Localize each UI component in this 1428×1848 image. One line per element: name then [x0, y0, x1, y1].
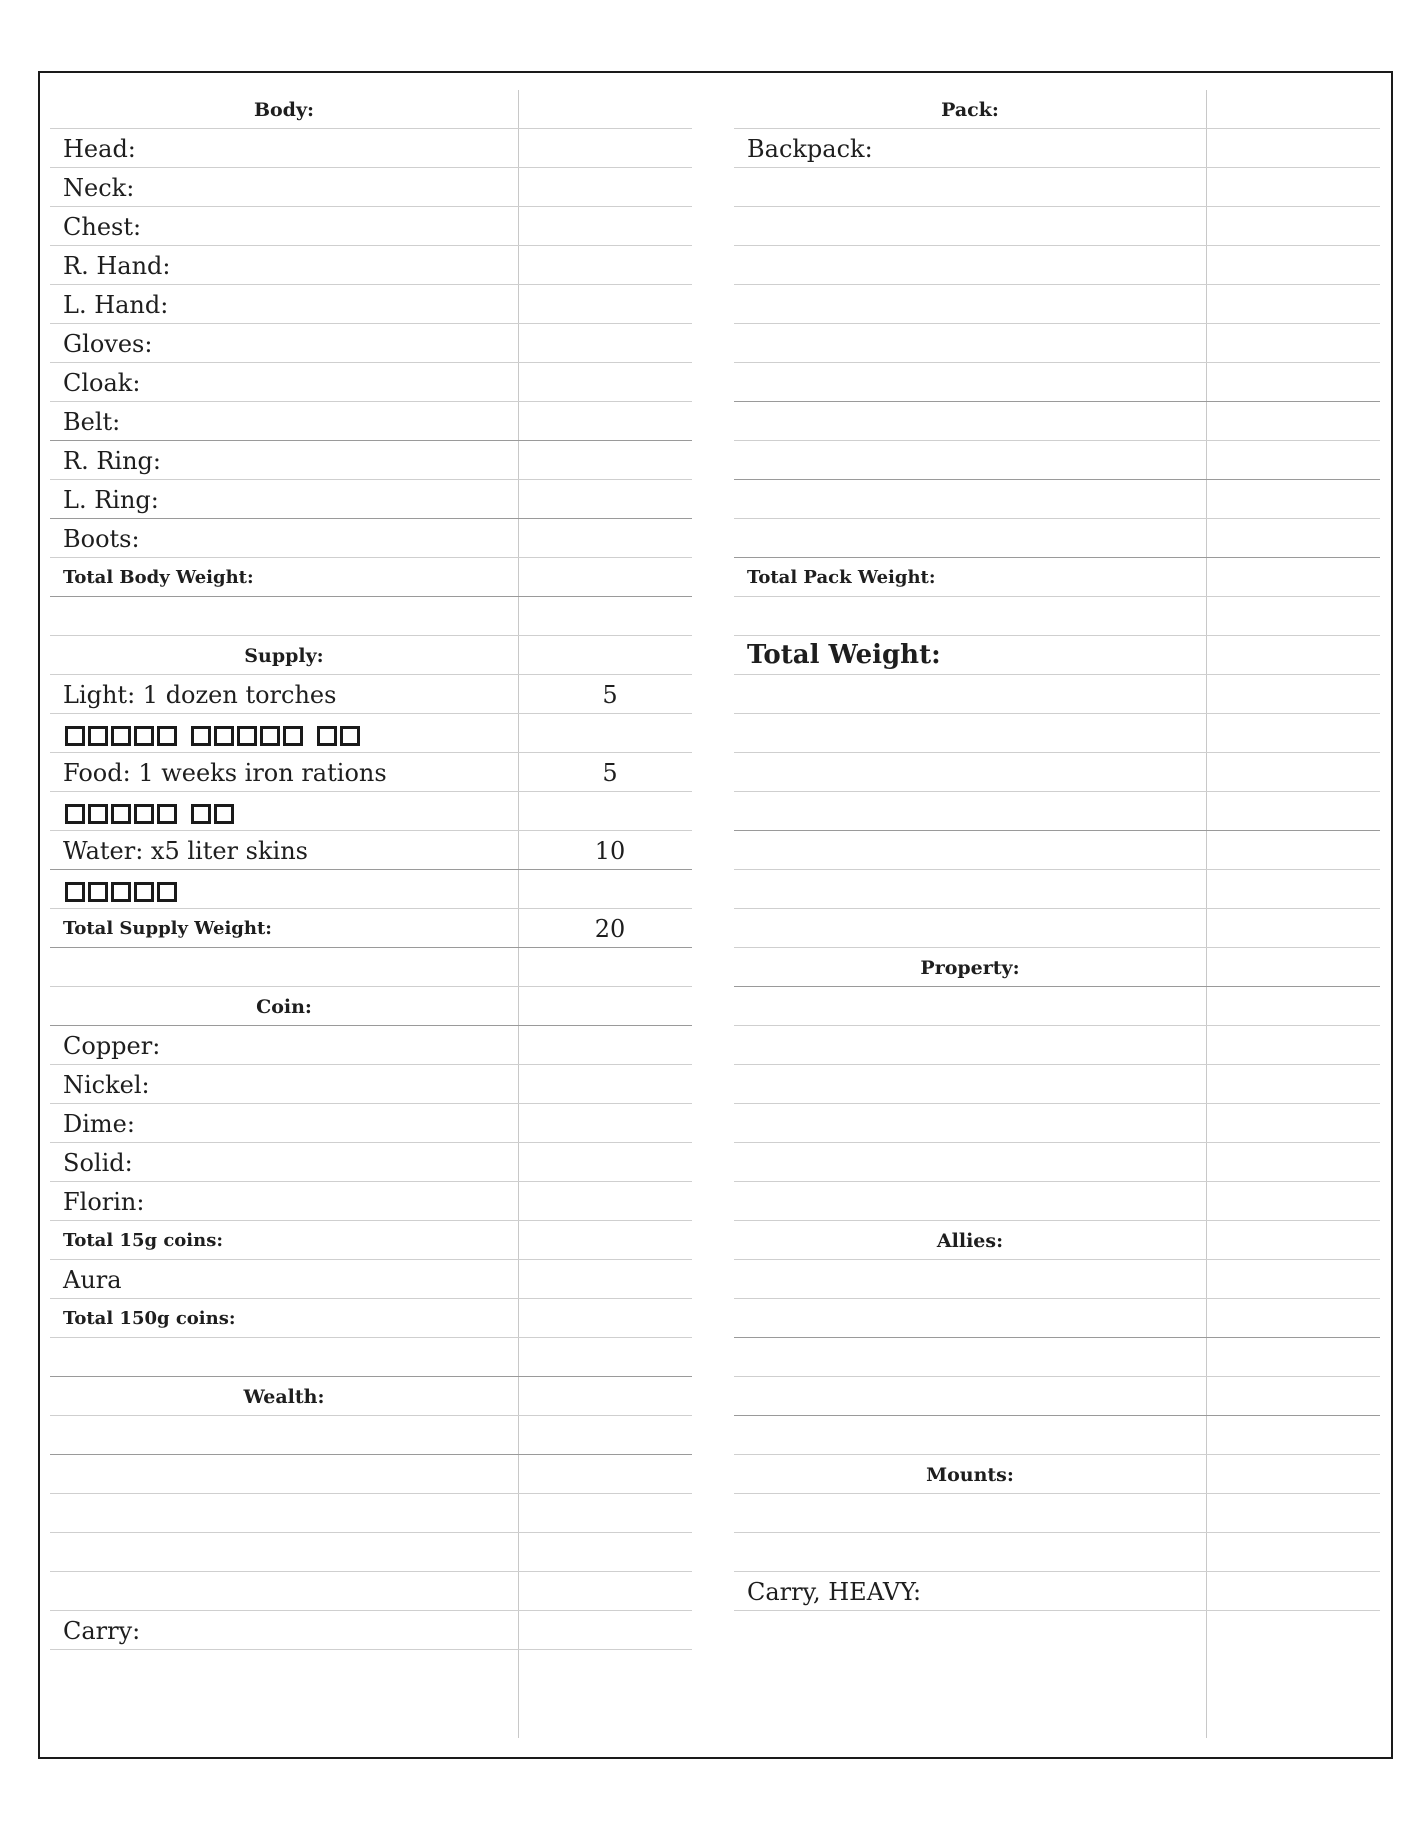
waterskin-checkbox[interactable]	[157, 882, 177, 902]
supply-water-label: Water: x5 liter skins	[63, 837, 308, 865]
supply-food-weight: 5	[602, 759, 618, 787]
wealth-header-row	[50, 1377, 692, 1416]
pack-row[interactable]	[734, 129, 1380, 168]
torch-checkbox[interactable]	[111, 726, 131, 746]
body-slot-row[interactable]	[50, 207, 692, 246]
backpack-label: Backpack:	[747, 135, 873, 163]
ration-checkbox[interactable]	[157, 804, 177, 824]
slot-boots-label: Boots:	[63, 525, 140, 553]
carry-heavy-row[interactable]	[734, 1572, 1380, 1611]
allies-row[interactable]	[734, 1299, 1380, 1338]
pack-row[interactable]	[734, 285, 1380, 324]
blank-row[interactable]	[734, 831, 1380, 870]
left-column	[50, 90, 692, 1650]
coin-row[interactable]	[50, 1260, 692, 1299]
blank-row[interactable]	[734, 792, 1380, 831]
pack-row[interactable]	[734, 480, 1380, 519]
supply-total-value: 20	[594, 915, 626, 943]
mounts-row[interactable]	[734, 1533, 1380, 1572]
ration-checkbox[interactable]	[65, 804, 85, 824]
torch-checkbox[interactable]	[317, 726, 337, 746]
ration-checkbox[interactable]	[191, 804, 211, 824]
coin-aura-label: Aura	[63, 1266, 122, 1294]
body-total-row[interactable]	[50, 558, 692, 597]
pack-row[interactable]	[734, 207, 1380, 246]
coin-row[interactable]	[50, 1182, 692, 1221]
blank-row[interactable]	[50, 597, 692, 636]
allies-row[interactable]	[734, 1377, 1380, 1416]
total-weight-label: Total Weight:	[747, 640, 941, 670]
torch-checkbox[interactable]	[214, 726, 234, 746]
slot-neck-label: Neck:	[63, 174, 135, 202]
pack-row[interactable]	[734, 246, 1380, 285]
coin-total150-row[interactable]	[50, 1299, 692, 1338]
wealth-header: Wealth:	[243, 1386, 325, 1408]
blank-row[interactable]	[734, 909, 1380, 948]
body-slot-row[interactable]	[50, 324, 692, 363]
property-row[interactable]	[734, 1026, 1380, 1065]
blank-row[interactable]	[734, 753, 1380, 792]
pack-header: Pack:	[941, 99, 999, 121]
right-column	[734, 90, 1380, 1611]
blank-row[interactable]	[734, 870, 1380, 909]
coin-total15-label: Total 15g coins:	[63, 1230, 223, 1251]
coin-copper-label: Copper:	[63, 1032, 161, 1060]
pack-row[interactable]	[734, 363, 1380, 402]
wealth-row[interactable]	[50, 1533, 692, 1572]
wealth-row[interactable]	[50, 1572, 692, 1611]
blank-row[interactable]	[734, 714, 1380, 753]
supply-total-label: Total Supply Weight:	[63, 918, 272, 939]
ration-checkbox[interactable]	[111, 804, 131, 824]
supply-food-label: Food: 1 weeks iron rations	[63, 759, 387, 787]
slot-belt-label: Belt:	[63, 408, 121, 436]
coin-total15-row[interactable]	[50, 1221, 692, 1260]
supply-food-row	[50, 753, 692, 792]
slot-left-ring-label: L. Ring:	[63, 486, 159, 514]
ration-checkbox[interactable]	[88, 804, 108, 824]
allies-row[interactable]	[734, 1338, 1380, 1377]
body-slot-row[interactable]	[50, 441, 692, 480]
torch-checkbox[interactable]	[65, 726, 85, 746]
coin-florin-label: Florin:	[63, 1188, 145, 1216]
slot-right-ring-label: R. Ring:	[63, 447, 161, 475]
pack-header-row	[734, 90, 1380, 129]
pack-total-label: Total Pack Weight:	[747, 567, 936, 588]
body-slot-row[interactable]	[50, 519, 692, 558]
torch-checkbox[interactable]	[340, 726, 360, 746]
supply-light-label: Light: 1 dozen torches	[63, 681, 337, 709]
ration-checkboxes	[65, 804, 248, 824]
torch-checkbox[interactable]	[260, 726, 280, 746]
pack-row[interactable]	[734, 519, 1380, 558]
pack-row[interactable]	[734, 441, 1380, 480]
slot-right-hand-label: R. Hand:	[63, 252, 171, 280]
waterskin-checkbox[interactable]	[134, 882, 154, 902]
torch-checkbox[interactable]	[157, 726, 177, 746]
coin-dime-label: Dime:	[63, 1110, 135, 1138]
supply-light-row	[50, 675, 692, 714]
allies-row[interactable]	[734, 1416, 1380, 1455]
carry-row[interactable]	[50, 1611, 692, 1650]
allies-row[interactable]	[734, 1260, 1380, 1299]
pack-total-row[interactable]	[734, 558, 1380, 597]
body-header: Body:	[253, 99, 315, 121]
body-slot-row[interactable]	[50, 402, 692, 441]
body-slot-row[interactable]	[50, 285, 692, 324]
slot-cloak-label: Cloak:	[63, 369, 141, 397]
waterskin-checkbox[interactable]	[65, 882, 85, 902]
pack-row[interactable]	[734, 324, 1380, 363]
coin-row[interactable]	[50, 1026, 692, 1065]
torch-checkbox[interactable]	[191, 726, 211, 746]
property-header: Property:	[920, 957, 1020, 979]
property-row[interactable]	[734, 1104, 1380, 1143]
wealth-row[interactable]	[50, 1494, 692, 1533]
body-slot-row[interactable]	[50, 363, 692, 402]
coin-total150-label: Total 150g coins:	[63, 1308, 236, 1329]
waterskin-checkboxes	[65, 882, 191, 902]
coin-header-row	[50, 987, 692, 1026]
carry-label: Carry:	[63, 1617, 141, 1645]
supply-header-row	[50, 636, 692, 675]
coin-row[interactable]	[50, 1104, 692, 1143]
mounts-header-row	[734, 1455, 1380, 1494]
torch-checkbox[interactable]	[88, 726, 108, 746]
pack-row[interactable]	[734, 168, 1380, 207]
body-slot-row[interactable]	[50, 129, 692, 168]
supply-light-checkbox-row	[50, 714, 692, 753]
slot-head-label: Head:	[63, 135, 136, 163]
blank-row[interactable]	[734, 675, 1380, 714]
blank-row[interactable]	[50, 1338, 692, 1377]
waterskin-checkbox[interactable]	[111, 882, 131, 902]
mounts-header: Mounts:	[926, 1464, 1014, 1486]
slot-gloves-label: Gloves:	[63, 330, 153, 358]
blank-row[interactable]	[50, 948, 692, 987]
slot-chest-label: Chest:	[63, 213, 142, 241]
body-slot-row[interactable]	[50, 168, 692, 207]
ration-checkbox[interactable]	[214, 804, 234, 824]
body-total-label: Total Body Weight:	[63, 567, 254, 588]
coin-nickel-label: Nickel:	[63, 1071, 150, 1099]
wealth-row[interactable]	[50, 1416, 692, 1455]
pack-row[interactable]	[734, 402, 1380, 441]
allies-header-row	[734, 1221, 1380, 1260]
property-row[interactable]	[734, 1065, 1380, 1104]
property-row[interactable]	[734, 987, 1380, 1026]
torch-checkbox[interactable]	[237, 726, 257, 746]
torch-checkboxes	[65, 726, 374, 746]
ration-checkbox[interactable]	[134, 804, 154, 824]
allies-header: Allies:	[936, 1230, 1004, 1252]
coin-row[interactable]	[50, 1065, 692, 1104]
coin-row[interactable]	[50, 1143, 692, 1182]
supply-header: Supply:	[244, 645, 324, 667]
total-weight-row[interactable]	[734, 636, 1380, 675]
property-row[interactable]	[734, 1143, 1380, 1182]
body-slot-row[interactable]	[50, 480, 692, 519]
supply-total-row	[50, 909, 692, 948]
torch-checkbox[interactable]	[134, 726, 154, 746]
coin-header: Coin:	[256, 996, 312, 1018]
carry-heavy-label: Carry, HEAVY:	[747, 1578, 922, 1606]
body-slot-row[interactable]	[50, 246, 692, 285]
body-header-row	[50, 90, 692, 129]
mounts-row[interactable]	[734, 1494, 1380, 1533]
torch-checkbox[interactable]	[283, 726, 303, 746]
supply-food-checkbox-row	[50, 792, 692, 831]
supply-water-row	[50, 831, 692, 870]
blank-row[interactable]	[734, 597, 1380, 636]
supply-light-weight: 5	[602, 681, 618, 709]
wealth-row[interactable]	[50, 1455, 692, 1494]
coin-solid-label: Solid:	[63, 1149, 133, 1177]
property-header-row	[734, 948, 1380, 987]
slot-left-hand-label: L. Hand:	[63, 291, 169, 319]
supply-water-checkbox-row	[50, 870, 692, 909]
waterskin-checkbox[interactable]	[88, 882, 108, 902]
supply-water-weight: 10	[594, 837, 626, 865]
property-row[interactable]	[734, 1182, 1380, 1221]
